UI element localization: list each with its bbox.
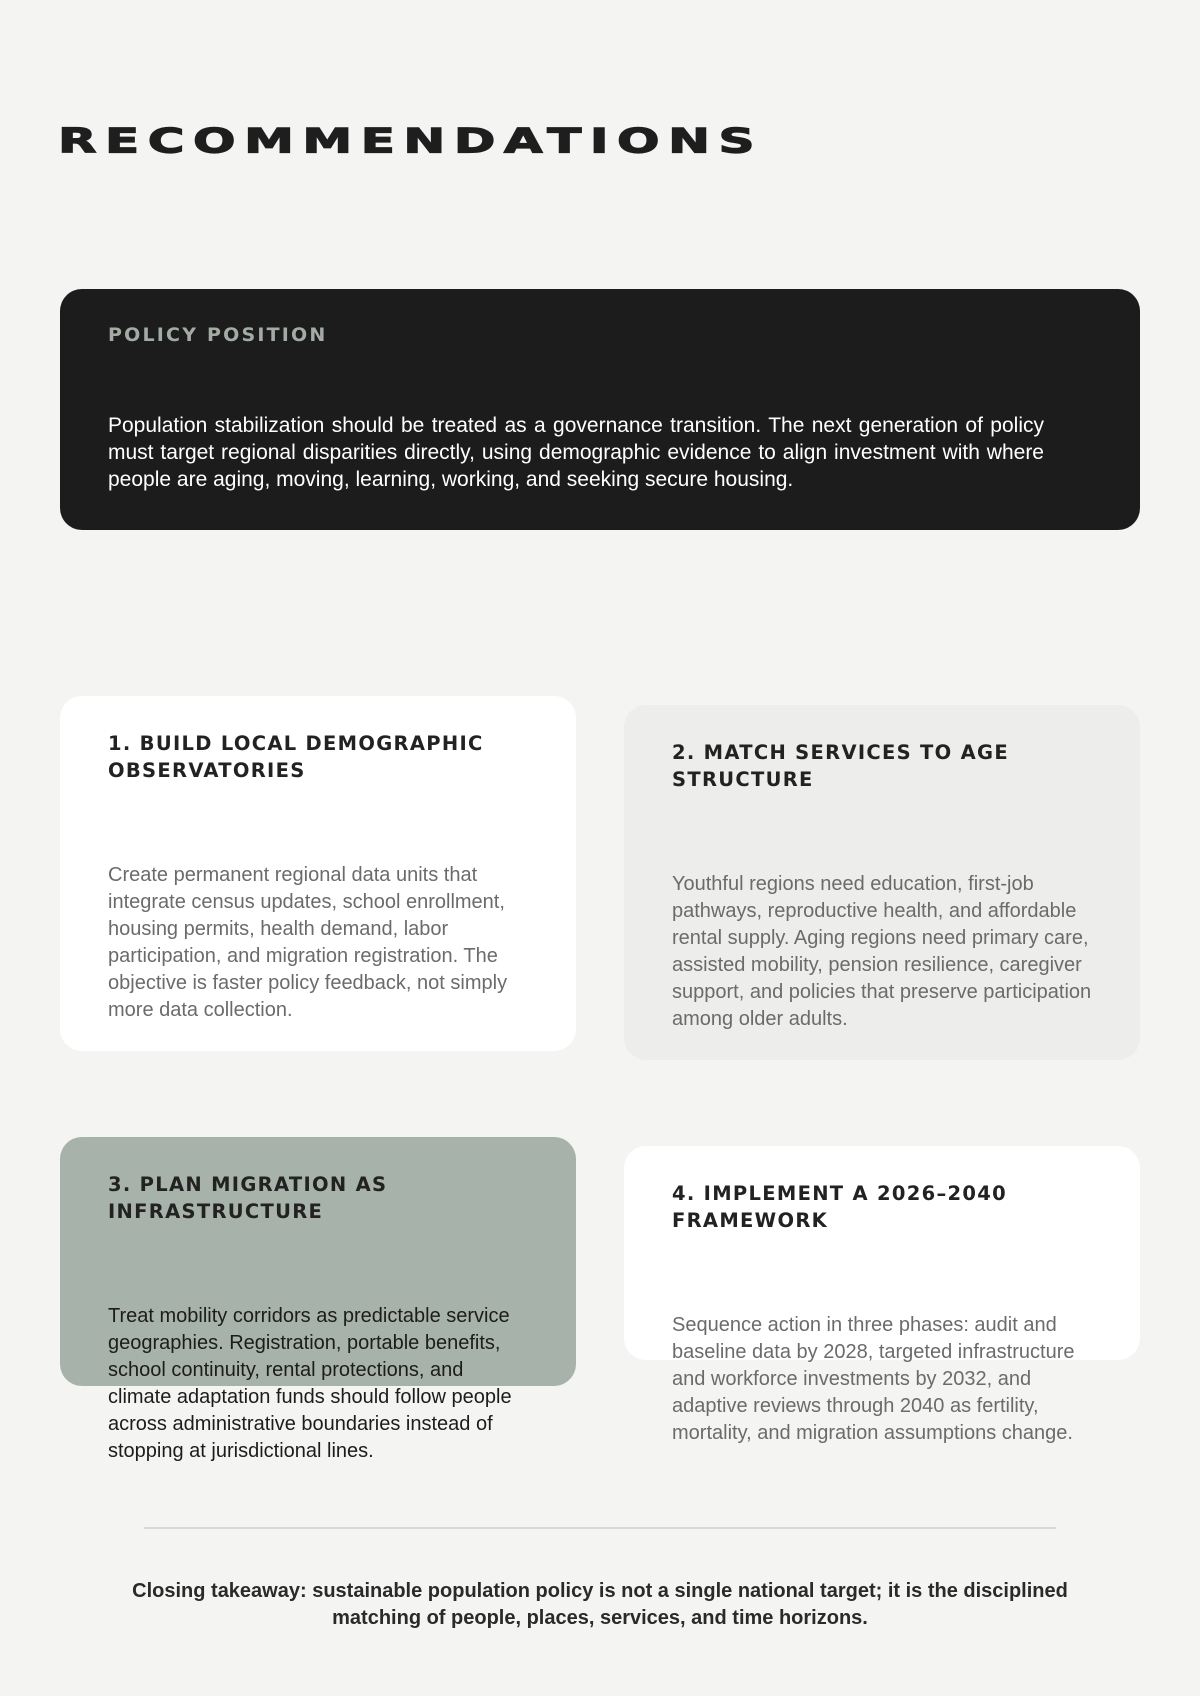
- policy-position-label: POLICY POSITION: [108, 324, 328, 346]
- recommendation-card-3: [60, 1137, 576, 1462]
- recommendation-card-1: [60, 696, 576, 1051]
- recommendation-body: Youthful regions need education, first-job pathways, reproductive health, and affordable rental supply. Aging regions need primary care, assisted mobility, pension resilience, caregiver support, and policies that preserve participation among older adults.: [672, 873, 1092, 1030]
- recommendation-title: 3. PLAN MIGRATION AS INFRASTRUCTURE: [108, 1173, 388, 1223]
- recommendation-title: 4. IMPLEMENT A 2026–2040 FRAMEWORK: [672, 1182, 1007, 1232]
- closing-takeaway: Closing takeaway: sustainable population policy is not a single national target; it is the disciplined matching of people, places, services, and time horizons.: [132, 1580, 1068, 1629]
- recommendation-card-4: [624, 1146, 1140, 1444]
- recommendation-title: 2. MATCH SERVICES TO AGE STRUCTURE: [672, 741, 1009, 791]
- recommendation-card-2: [624, 705, 1140, 1060]
- recommendation-body: Create permanent regional data units that integrate census updates, school enrollment, housing permits, health demand, labor participation, and migration registration. The objective is faster policy feedback, not simply more data collection.: [108, 864, 508, 1021]
- recommendation-body: Sequence action in three phases: audit and baseline data by 2028, targeted infrastructure and workforce investments by 2032, and adaptive reviews through 2040 as fertility, mortality, and migration assumptions change.: [672, 1314, 1075, 1444]
- policy-position-box: [60, 289, 1140, 530]
- page-title: RECOMMENDATIONS: [58, 121, 764, 161]
- recommendation-title: 1. BUILD LOCAL DEMOGRAPHIC OBSERVATORIES: [108, 732, 484, 782]
- recommendation-body: Treat mobility corridors as predictable service geographies. Registration, portable benefits, school continuity, rental protections, and climate adaptation funds should follow people across administrative boundaries instead of stopping at jurisdictional lines.: [108, 1305, 512, 1462]
- policy-position-text: Population stabilization should be treated as a governance transition. The next generation of policy must target regional disparities directly, using demographic evidence to align investment with where people are aging, moving, learning, working, and seeking secure housing.: [108, 414, 1044, 491]
- closing-divider: [144, 1527, 1056, 1529]
